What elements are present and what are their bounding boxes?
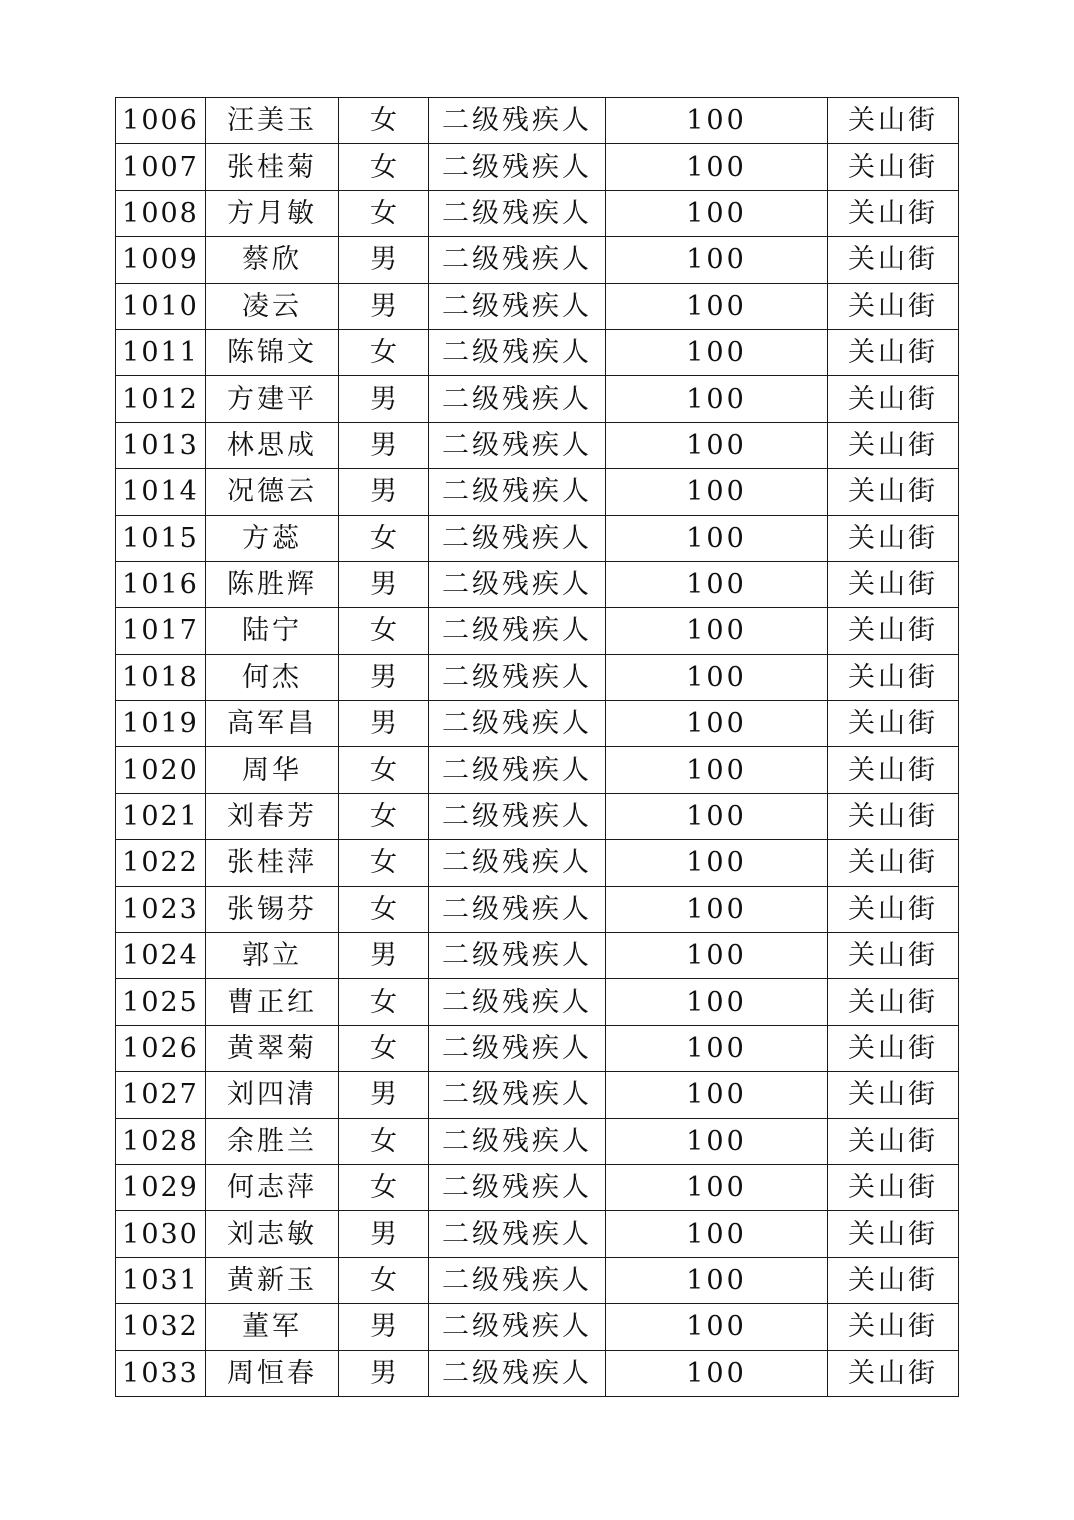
amount-cell: 100 [606,1304,828,1350]
record-number-cell: 1020 [116,747,206,793]
record-number-cell: 1028 [116,1118,206,1164]
disability-category-cell: 二级残疾人 [429,1164,606,1210]
person-name-cell: 何杰 [206,654,339,700]
person-name-cell: 高军昌 [206,701,339,747]
gender-cell: 男 [339,701,429,747]
record-number-cell: 1025 [116,979,206,1025]
table-row [116,1025,959,1071]
gender-cell: 女 [339,886,429,932]
table-row [116,701,959,747]
street-cell: 关山街 [828,1350,959,1396]
roster-table [115,97,959,1397]
record-number-cell: 1009 [116,237,206,283]
disability-category-cell: 二级残疾人 [429,793,606,839]
street-cell: 关山街 [828,1072,959,1118]
amount-cell: 100 [606,1072,828,1118]
disability-category-cell: 二级残疾人 [429,1304,606,1350]
table-row [116,1072,959,1118]
record-number-cell: 1017 [116,608,206,654]
table-row [116,1257,959,1303]
table-row [116,840,959,886]
amount-cell: 100 [606,654,828,700]
disability-category-cell: 二级残疾人 [429,747,606,793]
gender-cell: 女 [339,1118,429,1164]
amount-cell: 100 [606,422,828,468]
disability-category-cell: 二级残疾人 [429,1257,606,1303]
table-row [116,144,959,190]
disability-category-cell: 二级残疾人 [429,283,606,329]
disability-category-cell: 二级残疾人 [429,561,606,607]
gender-cell: 男 [339,422,429,468]
amount-cell: 100 [606,1118,828,1164]
record-number-cell: 1022 [116,840,206,886]
gender-cell: 女 [339,98,429,144]
person-name-cell: 陈胜辉 [206,561,339,607]
gender-cell: 女 [339,793,429,839]
person-name-cell: 张桂菊 [206,144,339,190]
table-row [116,515,959,561]
gender-cell: 男 [339,376,429,422]
street-cell: 关山街 [828,1164,959,1210]
table-row [116,1350,959,1396]
gender-cell: 女 [339,979,429,1025]
amount-cell: 100 [606,1025,828,1071]
amount-cell: 100 [606,190,828,236]
street-cell: 关山街 [828,1025,959,1071]
street-cell: 关山街 [828,98,959,144]
street-cell: 关山街 [828,1118,959,1164]
person-name-cell: 况德云 [206,469,339,515]
street-cell: 关山街 [828,747,959,793]
record-number-cell: 1012 [116,376,206,422]
street-cell: 关山街 [828,561,959,607]
record-number-cell: 1014 [116,469,206,515]
amount-cell: 100 [606,376,828,422]
disability-category-cell: 二级残疾人 [429,98,606,144]
person-name-cell: 刘春芳 [206,793,339,839]
street-cell: 关山街 [828,654,959,700]
street-cell: 关山街 [828,840,959,886]
person-name-cell: 曹正红 [206,979,339,1025]
disability-category-cell: 二级残疾人 [429,1350,606,1396]
amount-cell: 100 [606,1350,828,1396]
street-cell: 关山街 [828,608,959,654]
disability-category-cell: 二级残疾人 [429,1118,606,1164]
person-name-cell: 张桂萍 [206,840,339,886]
disability-category-cell: 二级残疾人 [429,469,606,515]
table-row [116,561,959,607]
amount-cell: 100 [606,561,828,607]
disability-category-cell: 二级残疾人 [429,979,606,1025]
person-name-cell: 林思成 [206,422,339,468]
gender-cell: 男 [339,237,429,283]
table-row [116,98,959,144]
amount-cell: 100 [606,469,828,515]
record-number-cell: 1029 [116,1164,206,1210]
record-number-cell: 1015 [116,515,206,561]
table-row [116,190,959,236]
record-number-cell: 1026 [116,1025,206,1071]
person-name-cell: 凌云 [206,283,339,329]
disability-category-cell: 二级残疾人 [429,144,606,190]
disability-category-cell: 二级残疾人 [429,422,606,468]
record-number-cell: 1013 [116,422,206,468]
gender-cell: 男 [339,469,429,515]
person-name-cell: 黄翠菊 [206,1025,339,1071]
table-row [116,608,959,654]
roster-table-body [116,98,959,1397]
amount-cell: 100 [606,144,828,190]
record-number-cell: 1011 [116,329,206,375]
gender-cell: 男 [339,1350,429,1396]
gender-cell: 女 [339,329,429,375]
gender-cell: 男 [339,1304,429,1350]
disability-category-cell: 二级残疾人 [429,1211,606,1257]
table-row [116,237,959,283]
table-row [116,747,959,793]
street-cell: 关山街 [828,144,959,190]
table-row [116,422,959,468]
record-number-cell: 1007 [116,144,206,190]
record-number-cell: 1021 [116,793,206,839]
street-cell: 关山街 [828,793,959,839]
disability-category-cell: 二级残疾人 [429,1072,606,1118]
street-cell: 关山街 [828,979,959,1025]
amount-cell: 100 [606,747,828,793]
person-name-cell: 周华 [206,747,339,793]
person-name-cell: 余胜兰 [206,1118,339,1164]
person-name-cell: 蔡欣 [206,237,339,283]
disability-category-cell: 二级残疾人 [429,701,606,747]
disability-category-cell: 二级残疾人 [429,329,606,375]
table-row [116,1211,959,1257]
table-row [116,654,959,700]
amount-cell: 100 [606,979,828,1025]
amount-cell: 100 [606,840,828,886]
street-cell: 关山街 [828,376,959,422]
disability-category-cell: 二级残疾人 [429,1025,606,1071]
record-number-cell: 1006 [116,98,206,144]
gender-cell: 女 [339,1257,429,1303]
person-name-cell: 周恒春 [206,1350,339,1396]
amount-cell: 100 [606,886,828,932]
table-row [116,329,959,375]
gender-cell: 男 [339,654,429,700]
person-name-cell: 黄新玉 [206,1257,339,1303]
amount-cell: 100 [606,283,828,329]
street-cell: 关山街 [828,190,959,236]
person-name-cell: 陆宁 [206,608,339,654]
amount-cell: 100 [606,933,828,979]
amount-cell: 100 [606,237,828,283]
gender-cell: 女 [339,1164,429,1210]
person-name-cell: 方建平 [206,376,339,422]
table-row [116,886,959,932]
table-row [116,283,959,329]
disability-category-cell: 二级残疾人 [429,933,606,979]
amount-cell: 100 [606,1257,828,1303]
record-number-cell: 1010 [116,283,206,329]
person-name-cell: 方蕊 [206,515,339,561]
record-number-cell: 1019 [116,701,206,747]
record-number-cell: 1008 [116,190,206,236]
disability-category-cell: 二级残疾人 [429,515,606,561]
gender-cell: 男 [339,561,429,607]
street-cell: 关山街 [828,237,959,283]
amount-cell: 100 [606,793,828,839]
disability-category-cell: 二级残疾人 [429,190,606,236]
person-name-cell: 刘四清 [206,1072,339,1118]
street-cell: 关山街 [828,1257,959,1303]
amount-cell: 100 [606,608,828,654]
person-name-cell: 刘志敏 [206,1211,339,1257]
disability-category-cell: 二级残疾人 [429,654,606,700]
person-name-cell: 汪美玉 [206,98,339,144]
disability-category-cell: 二级残疾人 [429,886,606,932]
person-name-cell: 郭立 [206,933,339,979]
street-cell: 关山街 [828,1304,959,1350]
street-cell: 关山街 [828,283,959,329]
table-row [116,793,959,839]
amount-cell: 100 [606,1211,828,1257]
gender-cell: 男 [339,1211,429,1257]
gender-cell: 女 [339,747,429,793]
street-cell: 关山街 [828,515,959,561]
amount-cell: 100 [606,98,828,144]
record-number-cell: 1032 [116,1304,206,1350]
person-name-cell: 何志萍 [206,1164,339,1210]
disability-category-cell: 二级残疾人 [429,237,606,283]
record-number-cell: 1024 [116,933,206,979]
person-name-cell: 张锡芬 [206,886,339,932]
record-number-cell: 1031 [116,1257,206,1303]
table-row [116,979,959,1025]
gender-cell: 女 [339,144,429,190]
amount-cell: 100 [606,329,828,375]
street-cell: 关山街 [828,422,959,468]
record-number-cell: 1030 [116,1211,206,1257]
disability-category-cell: 二级残疾人 [429,376,606,422]
record-number-cell: 1018 [116,654,206,700]
gender-cell: 男 [339,1072,429,1118]
gender-cell: 女 [339,608,429,654]
record-number-cell: 1016 [116,561,206,607]
amount-cell: 100 [606,515,828,561]
amount-cell: 100 [606,1164,828,1210]
record-number-cell: 1033 [116,1350,206,1396]
disability-category-cell: 二级残疾人 [429,840,606,886]
street-cell: 关山街 [828,329,959,375]
street-cell: 关山街 [828,933,959,979]
gender-cell: 女 [339,190,429,236]
table-row [116,1164,959,1210]
table-row [116,933,959,979]
gender-cell: 女 [339,515,429,561]
street-cell: 关山街 [828,1211,959,1257]
street-cell: 关山街 [828,701,959,747]
table-row [116,1304,959,1350]
person-name-cell: 董军 [206,1304,339,1350]
record-number-cell: 1023 [116,886,206,932]
disability-category-cell: 二级残疾人 [429,608,606,654]
table-row [116,1118,959,1164]
gender-cell: 男 [339,933,429,979]
table-row [116,469,959,515]
street-cell: 关山街 [828,886,959,932]
record-number-cell: 1027 [116,1072,206,1118]
person-name-cell: 方月敏 [206,190,339,236]
table-row [116,376,959,422]
person-name-cell: 陈锦文 [206,329,339,375]
street-cell: 关山街 [828,469,959,515]
gender-cell: 女 [339,840,429,886]
amount-cell: 100 [606,701,828,747]
gender-cell: 男 [339,283,429,329]
gender-cell: 女 [339,1025,429,1071]
